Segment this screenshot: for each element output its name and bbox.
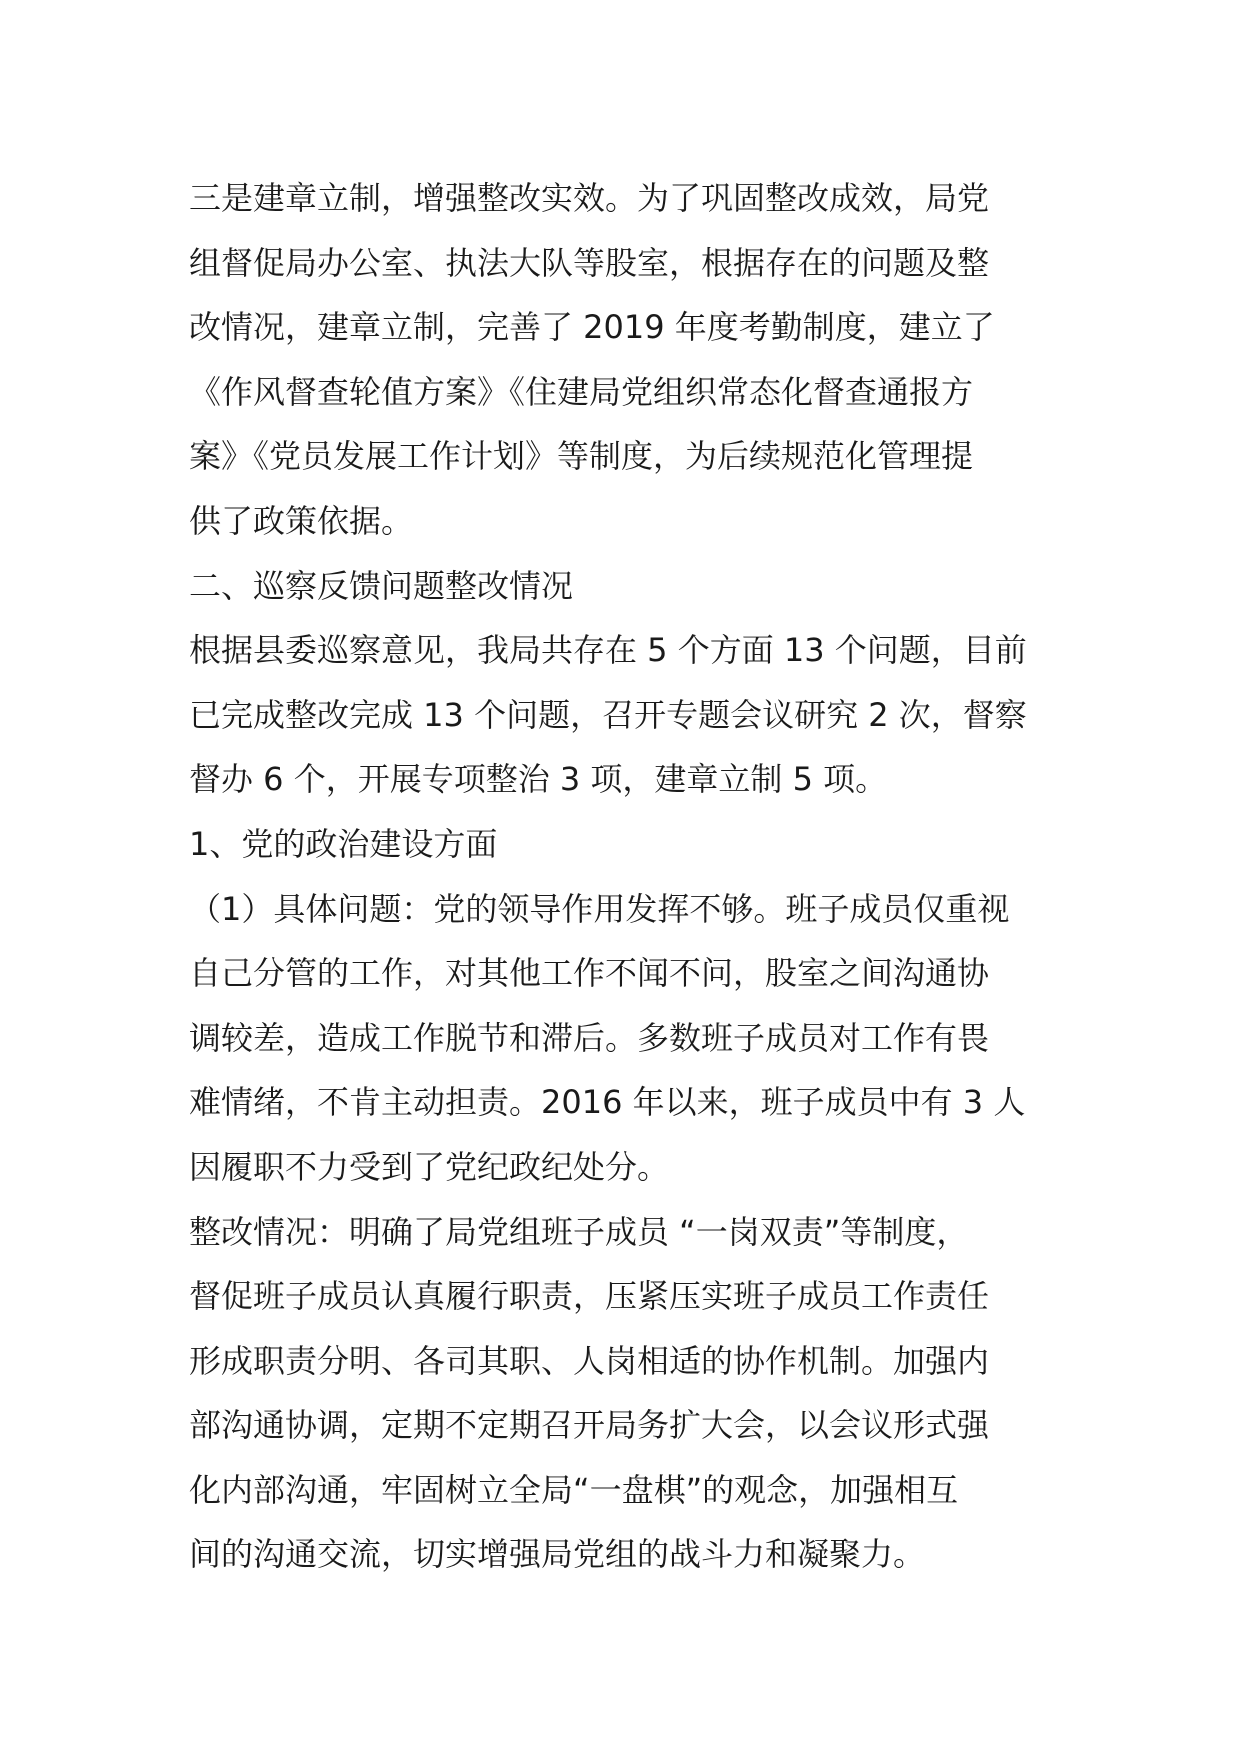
text-line: 形成职责分明、各司其职、人岗相适的协作机制。加强内: [189, 1341, 990, 1380]
text-line: 根据县委巡察意见，我局共存在 5 个方面 13 个问题，目前: [189, 631, 1027, 670]
document-body: [189, 166, 1069, 1587]
subsection-heading: 1、党的政治建设方面: [189, 824, 498, 863]
text-line: 部沟通协调，定期不定期召开局务扩大会，以会议形式强: [189, 1406, 990, 1445]
section-heading: 二、巡察反馈问题整改情况: [189, 566, 574, 605]
text-line: 供了政策依据。: [189, 501, 414, 540]
text-line: 难情绪，不肯主动担责。2016 年以来，班子成员中有 3 人: [189, 1083, 1026, 1122]
text-line: 因履职不力受到了党纪政纪处分。: [189, 1147, 670, 1186]
text-line: （1）具体问题：党的领导作用发挥不够。班子成员仅重视: [189, 889, 1010, 928]
text-line: 《作风督查轮值方案》《住建局党组织常态化督查通报方: [189, 372, 974, 411]
text-line: 整改情况：明确了局党组班子成员 “一岗双责”等制度，: [189, 1212, 969, 1251]
text-line: 督促班子成员认真履行职责，压紧压实班子成员工作责任: [189, 1277, 990, 1316]
text-line: 化内部沟通，牢固树立全局“一盘棋”的观念，加强相互: [189, 1470, 959, 1509]
text-line: 调较差，造成工作脱节和滞后。多数班子成员对工作有畏: [189, 1018, 990, 1057]
text-line: 改情况，建章立制，完善了 2019 年度考勤制度，建立了: [189, 308, 995, 347]
text-line: 督办 6 个，开展专项整治 3 项，建章立制 5 项。: [189, 760, 888, 799]
text-line: 自己分管的工作，对其他工作不闻不问，股室之间沟通协: [189, 954, 990, 993]
text-line: 案》《党员发展工作计划》等制度，为后续规范化管理提: [189, 437, 974, 476]
text-line: 三是建章立制，增强整改实效。为了巩固整改成效，局党: [189, 179, 990, 217]
text-line: 间的沟通交流，切实增强局党组的战斗力和凝聚力。: [189, 1535, 926, 1574]
text-line: 组督促局办公室、执法大队等股室，根据存在的问题及整: [189, 243, 990, 282]
text-line: 已完成整改完成 13 个问题，召开专题会议研究 2 次，督察: [189, 695, 1027, 734]
